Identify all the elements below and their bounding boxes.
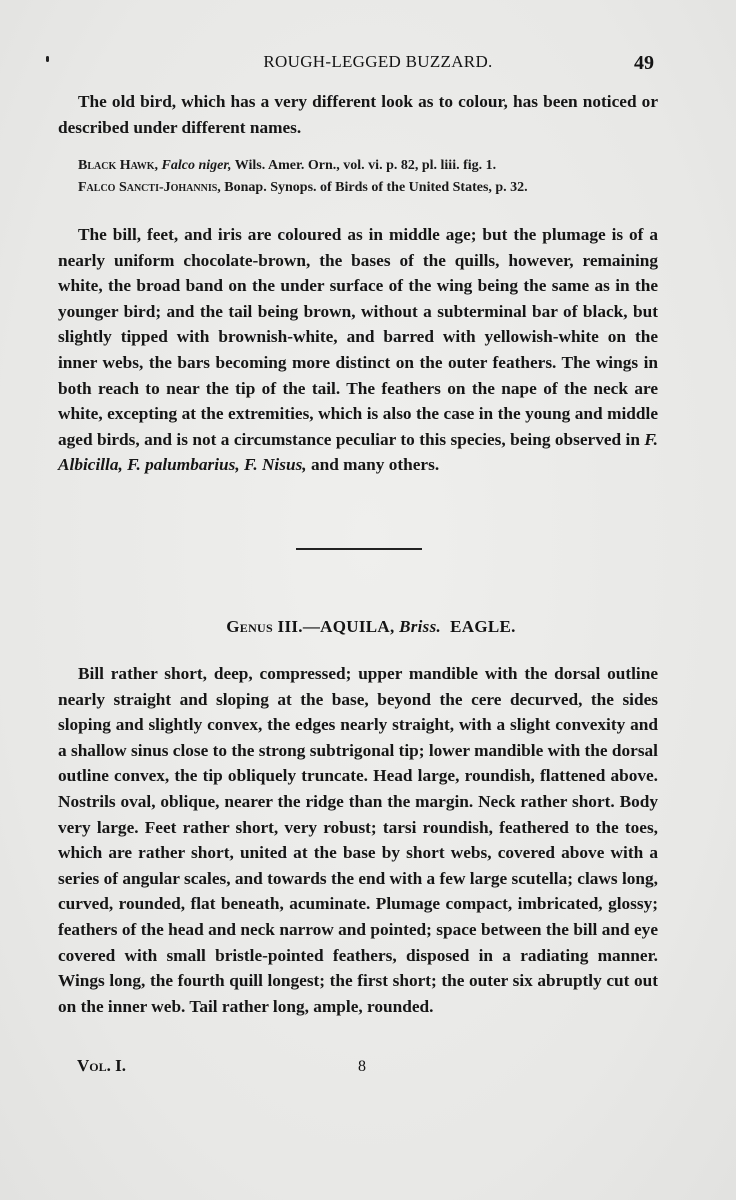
- section-divider: [296, 548, 422, 550]
- genus-author: Briss.: [399, 617, 442, 636]
- genus-label: Genus III.—AQUILA,: [226, 617, 395, 636]
- paragraph-text: The bill, feet, and iris are coloured as in middle age; but the plumage is of a nearly uniform chocolate-brown, the bases of the quills, however, remaining white, the broad band on the under surface of the wing being the same as in the younger bird; and the tail being brown, without a subterminal bar of black, but slightly tipped with brownish-white, and barred with yellowish-white on the inner webs, the bars becoming more distinct on the outer feathers. The wings in both reach to near the tip of the tail. The feathers on the nape of the neck are white, excepting at the extremities, which is also the case in the young and middle aged birds, and is not a circumstance peculiar to this species, being observed in: [58, 225, 658, 449]
- synonym-list: [78, 155, 658, 199]
- synonym-name: Black Hawk,: [78, 158, 159, 173]
- paragraph-text: Bill rather short, deep, compressed; upper mandible with the dorsal outline nearly straight and sloping at the base, beyond the cere decurved, the sides sloping and slightly convex, the edges nearly straight, with a slight convexity and a shallow sinus close to the strong subtrigonal tip; lower mandible with the dorsal outline convex, the tip obliquely truncate. Head large, roundish, flattened above. Nostrils oval, oblique, nearer the ridge than the margin. Neck rather short. Body very large. Feet rather short, very robust; tarsi roundish, feathered to the toes, which are rather short, united at the base by short webs, covered above with a series of angular scales, and towards the end with a few large scutella; claws long, curved, rounded, flat beneath, acuminate. Plumage compact, imbricated, glossy; feathers of the head and neck narrow and pointed; space between the bill and eye covered with small bristle-pointed feathers, disposed in a radiating manner. Wings long, the fourth quill longest; the first short; the outer six abruptly cut out on the inner web. Tail rather long, ample, rounded.: [58, 664, 658, 1016]
- signature-mark: 8: [358, 1058, 366, 1075]
- paragraph-plumage: [58, 222, 658, 478]
- synonym-entry: [78, 177, 658, 199]
- species-name: F. Nisus,: [244, 455, 307, 475]
- species-name: F. palumbarius,: [127, 455, 240, 475]
- genus-common-name: EAGLE.: [450, 617, 516, 636]
- page-number: 49: [634, 52, 654, 74]
- paragraph-genus-description: [58, 661, 658, 1019]
- paragraph-text: The old bird, which has a very different look as to colour, has been noticed or described under different names.: [58, 92, 658, 137]
- synonym-entry: [78, 155, 658, 177]
- paragraph-old-bird: [58, 89, 658, 140]
- species-name: F. Albicilla,: [58, 429, 658, 475]
- running-title: ROUGH-LEGGED BUZZARD.: [263, 52, 493, 71]
- synonym-name: Falco Sancti-Johannis,: [78, 180, 221, 195]
- genus-heading: [0, 617, 736, 637]
- paragraph-text: and many others.: [310, 455, 440, 475]
- running-head: [0, 52, 736, 76]
- synonym-reference: Bonap. Synops. of Birds of the United States, p. 32.: [224, 180, 528, 195]
- synonym-reference: Wils. Amer. Orn., vol. vi. p. 82, pl. liii. fig. 1.: [234, 158, 497, 173]
- volume-label: Vol. I.: [77, 1056, 126, 1075]
- synonym-latin: Falco niger,: [161, 158, 232, 173]
